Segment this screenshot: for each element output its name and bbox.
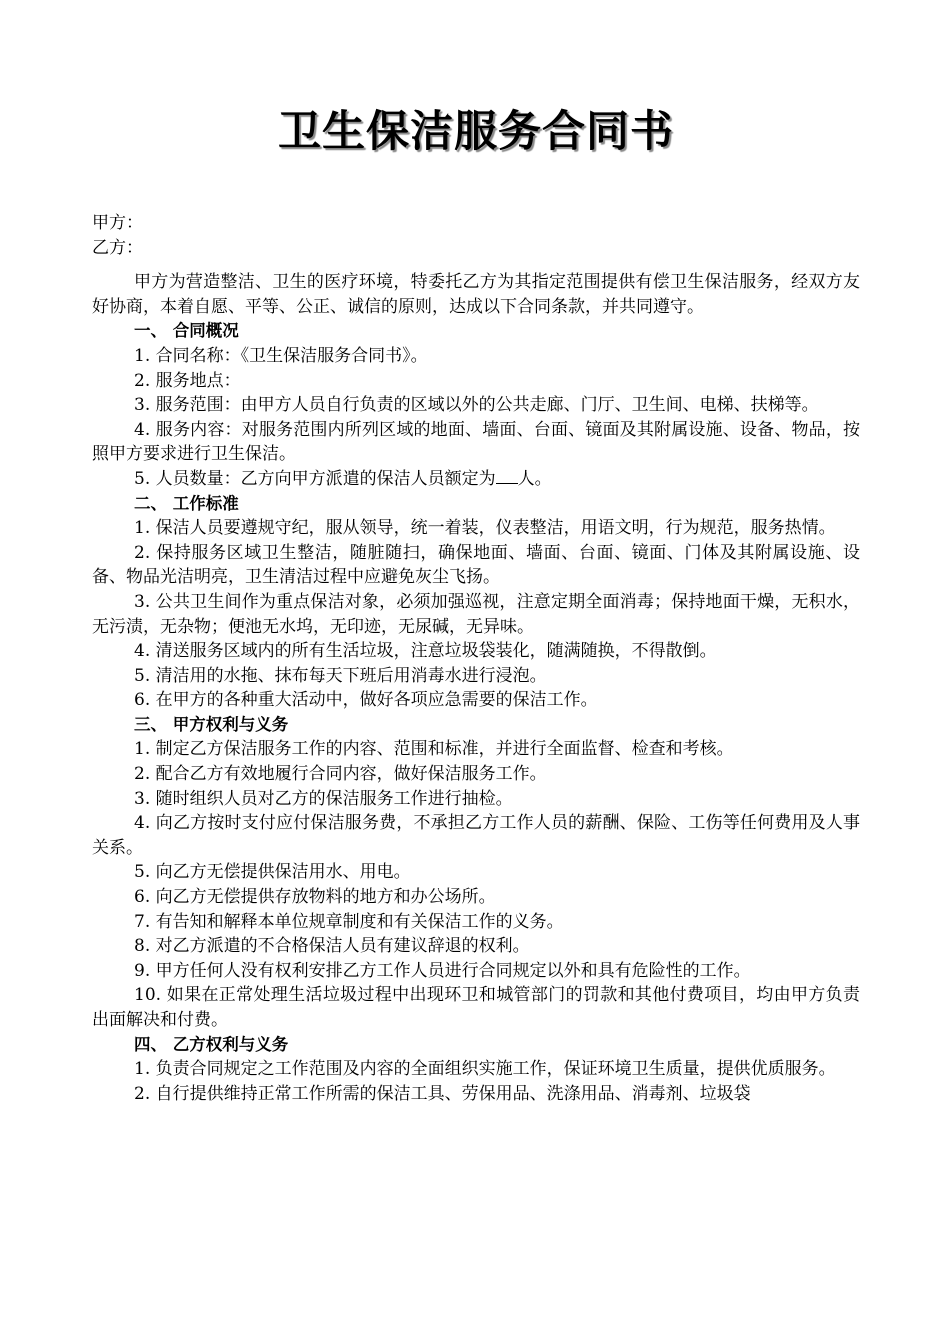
section-item: 2. 配合乙方有效地履行合同内容，做好保洁服务工作。 (134, 764, 547, 785)
section-heading: 二、 工作标准 (134, 493, 239, 513)
section-item: 1. 合同名称：《卫生保洁服务合同书》。 (134, 345, 428, 366)
section-item: 3. 随时组织人员对乙方的保洁服务工作进行抽检。 (134, 788, 513, 809)
section-item: 1. 制定乙方保洁服务工作的内容、范围和标准，并进行全面监督、检查和考核。 (134, 739, 734, 760)
section-item-staff-count (92, 467, 860, 492)
document-body (92, 211, 860, 1106)
section-item: 9. 甲方任何人没有权利安排乙方工作人员进行合同规定以外和具有危险性的工作。 (134, 960, 751, 981)
section-item: 2. 保持服务区域卫生整洁，随脏随扫，确保地面、墙面、台面、镜面、门体及其附属设施、设备、物品光洁明亮，卫生清洁过程中应避免灰尘飞扬。 (92, 542, 860, 588)
section-item: 6. 在甲方的各种重大活动中，做好各项应急需要的保洁工作。 (134, 690, 598, 711)
section-heading: 四、 乙方权利与义务 (134, 1034, 289, 1054)
section-item: 2. 服务地点： (134, 370, 241, 391)
section-item: 4. 向乙方按时支付应付保洁服务费，不承担乙方工作人员的薪酬、保险、工伤等任何费用及人事关系。 (92, 813, 860, 858)
section-item: 4. 清送服务区域内的所有生活垃圾，注意垃圾袋装化，随满随换，不得散倒。 (134, 641, 717, 662)
section-heading: 三、 甲方权利与义务 (134, 714, 289, 734)
section-item: 6. 向乙方无偿提供存放物料的地方和办公场所。 (134, 887, 496, 908)
section-item: 3. 服务范围：由甲方人员自行负责的区域以外的公共走廊、门厅、卫生间、电梯、扶梯等。 (134, 395, 819, 416)
section-item: 5. 清洁用的水拖、抹布每天下班后用消毒水进行浸泡。 (134, 665, 547, 686)
section-item: 1. 负责合同规定之工作范围及内容的全面组织实施工作，保证环境卫生质量，提供优质服务。 (134, 1059, 836, 1080)
section-heading: 一、 合同概况 (134, 321, 239, 341)
party-b-line: 乙方： (92, 237, 143, 258)
staff-count-suffix: 人。 (517, 468, 552, 489)
section-item: 8. 对乙方派遣的不合格保洁人员有建议辞退的权利。 (134, 936, 530, 957)
party-a-line: 甲方： (92, 213, 143, 233)
section-item: 1. 保洁人员要遵规守纪，服从领导，统一着装，仪表整洁，用语文明，行为规范，服务热情。 (134, 518, 836, 539)
section-item: 10. 如果在正常处理生活垃圾过程中出现环卫和城管部门的罚款和其他付费项目，均由甲方负责出面解决和付费。 (92, 985, 860, 1030)
section-item: 5. 向乙方无偿提供保洁用水、用电。 (134, 862, 411, 883)
document-title: 卫生保洁服务合同书 (278, 107, 674, 157)
section-item: 4. 服务内容：对服务范围内所列区域的地面、墙面、台面、镜面及其附属设施、设备、物品，按照甲方要求进行卫生保洁。 (92, 419, 860, 465)
section-item: 2. 自行提供维持正常工作所需的保洁工具、劳保用品、洗涤用品、消毒剂、垃圾袋 (134, 1083, 751, 1104)
staff-count-blank[interactable] (496, 469, 518, 484)
staff-count-prefix: 5. 人员数量：乙方向甲方派遣的保洁人员额定为 (134, 468, 496, 489)
intro-paragraph: 甲方为营造整洁、卫生的医疗环境，特委托乙方为其指定范围提供有偿卫生保洁服务，经双方友好协商，本着自愿、平等、公正、诚信的原则，达成以下合同条款，并共同遵守。 (92, 272, 860, 317)
section-item: 7. 有告知和解释本单位规章制度和有关保洁工作的义务。 (134, 911, 564, 932)
section-item: 3. 公共卫生间作为重点保洁对象，必须加强巡视，注意定期全面消毒；保持地面干燥，无积水，无污渍，无杂物；便池无水坞，无印迹，无尿碱，无异味。 (92, 591, 860, 637)
